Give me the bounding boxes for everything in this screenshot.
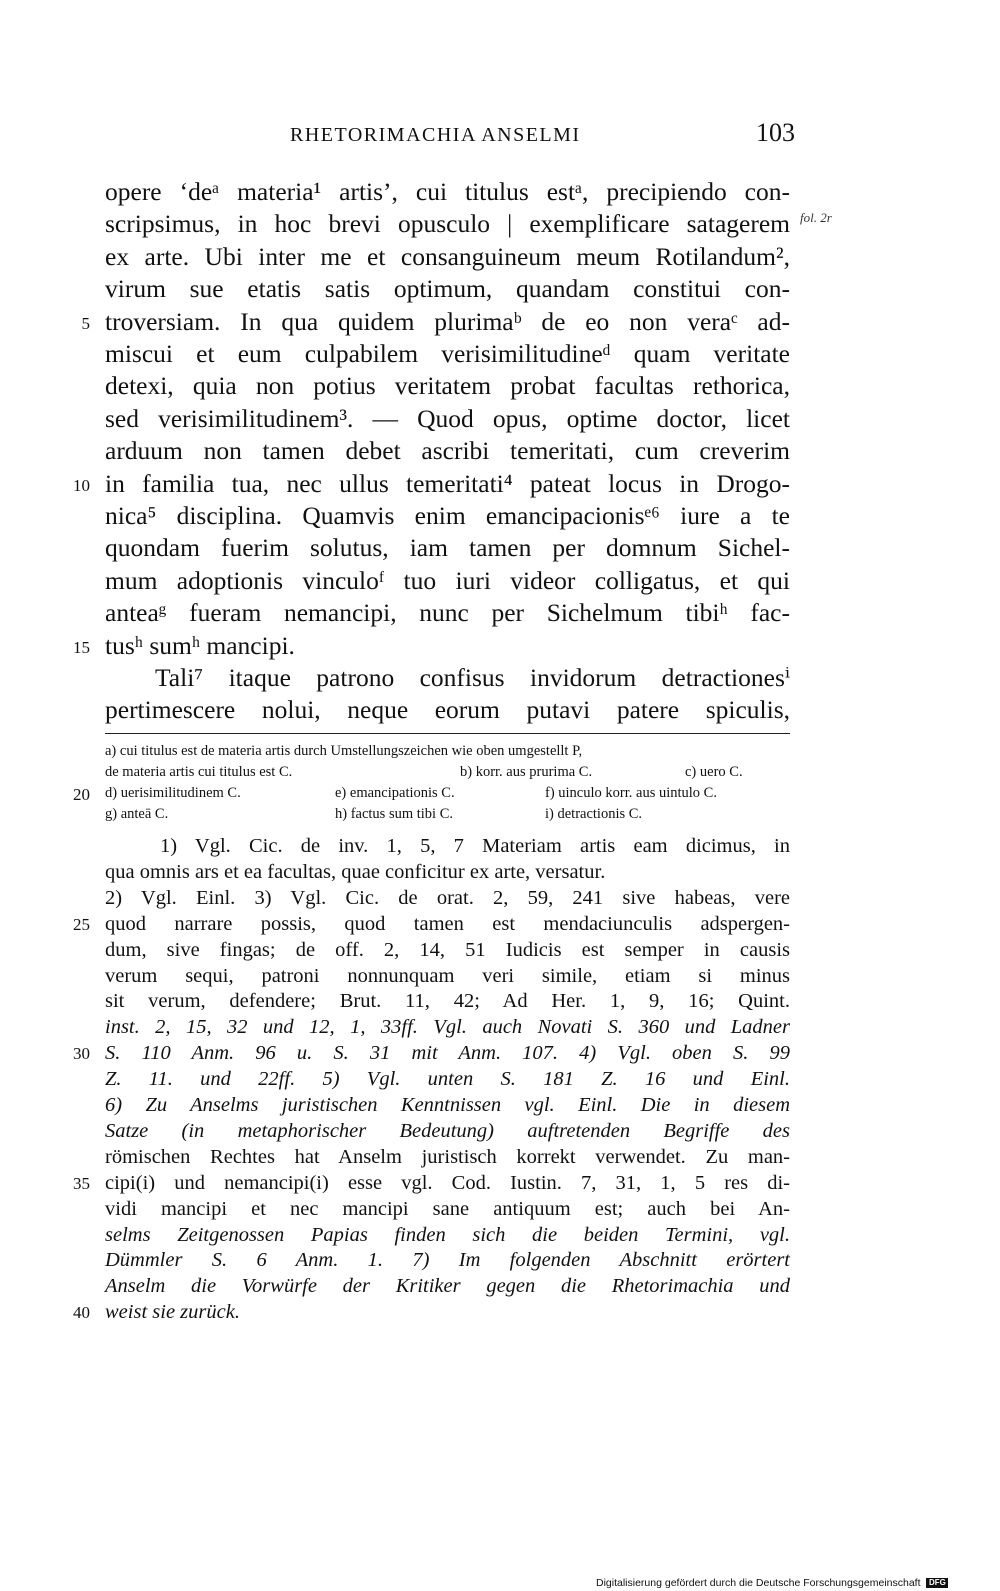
note-line: cipi(i) und nemancipi(i) esse vgl. Cod. Iustin. 7, 31, 1, 5 res di- (105, 1171, 790, 1194)
main-text-line: scripsimus, in hoc brevi opusculo | exemplificare satagerem (105, 209, 790, 239)
apparatus-entry: e) emancipationis C. (335, 785, 455, 801)
note-line: verum sequi, patroni nonnunquam veri simile, etiam si minus (105, 964, 790, 987)
footnote-divider (105, 733, 790, 734)
main-text-line: sed verisimilitudinem³. — Quod opus, optime doctor, licet (105, 403, 790, 433)
note-line: 2) Vgl. Einl. 3) Vgl. Cic. de orat. 2, 59, 241 sive habeas, vere (105, 886, 790, 909)
page-number: 103 (756, 118, 795, 147)
note-line: S. 110 Anm. 96 u. S. 31 mit Anm. 107. 4) Vgl. oben S. 99 (105, 1042, 790, 1065)
note-line: Dümmler S. 6 Anm. 1. 7) Im folgenden Abschnitt erörtert (105, 1249, 790, 1272)
main-text-line: miscui et eum culpabilem verisimilitudineᵈ quam veritate (105, 339, 790, 368)
dfg-logo: DFG (926, 1578, 948, 1588)
apparatus-entry: i) detractionis C. (545, 806, 643, 822)
digitization-footer (596, 1577, 948, 1589)
main-text-line: detexi, quia non potius veritatem probat facultas rethorica, (105, 371, 790, 401)
apparatus-entry: de materia artis cui titulus est C. (105, 764, 293, 780)
main-text-line: arduum non tamen debet ascribi temeritati, cum creverim (105, 436, 790, 466)
line-number: 5 (81, 313, 90, 333)
note-line: weist sie zurück. (105, 1301, 240, 1324)
main-text-line: mum adoptionis vinculoᶠ tuo iuri videor colligatus, et qui (105, 565, 790, 595)
note-line: Anselm die Vorwürfe der Kritiker gegen die Rhetorimachia und (105, 1275, 790, 1298)
note-line: römischen Rechtes hat Anselm juristisch korrekt verwendet. Zu man- (105, 1145, 790, 1168)
line-number: 30 (73, 1044, 90, 1064)
apparatus-entry: a) cui titulus est de materia artis durch Umstellungszeichen wie oben umgestellt P, (105, 743, 583, 759)
note-line: selms Zeitgenossen Papias finden sich die beiden Termini, vgl. (105, 1223, 790, 1246)
line-number: 20 (73, 785, 90, 804)
note-line: Z. 11. und 22ff. 5) Vgl. unten S. 181 Z. 16 und Einl. (105, 1068, 790, 1091)
apparatus-entry: f) uinculo korr. aus uintulo C. (545, 785, 717, 801)
main-text-line: anteaᵍ fueram nemancipi, nunc per Sichelmum tibiʰ fac- (105, 598, 790, 628)
main-text-line: Tali⁷ itaque patrono confisus invidorum detractionesⁱ (155, 663, 790, 692)
apparatus-entry: d) uerisimilitudinem C. (105, 785, 241, 801)
main-text-line: tusʰ sumʰ mancipi. (105, 630, 295, 660)
note-line: Satze (in metaphorischer Bedeutung) auftretenden Begriffe des (105, 1119, 790, 1142)
margin-folio-note: fol. 2r (800, 210, 832, 225)
apparatus-line (105, 741, 790, 762)
apparatus-entry: g) anteā C. (105, 806, 169, 822)
apparatus-line (105, 804, 790, 825)
note-line: 1) Vgl. Cic. de inv. 1, 5, 7 Materiam artis eam dicimus, in (160, 835, 790, 857)
running-header (105, 118, 795, 158)
line-number: 10 (73, 475, 90, 495)
line-number: 15 (73, 637, 90, 657)
line-number: 25 (73, 914, 90, 934)
note-line: qua omnis ars et ea facultas, quae conficitur ex arte, versatur. (105, 860, 606, 883)
note-line: 6) Zu Anselms juristischen Kenntnissen vgl. Einl. Die in diesem (105, 1094, 790, 1116)
main-text-line: nica⁵ disciplina. Quamvis enim emancipacionisᵉ⁶ iure a te (105, 501, 790, 530)
note-line: inst. 2, 15, 32 und 12, 1, 33ff. Vgl. auch Novati S. 360 und Ladner (105, 1016, 790, 1039)
main-text-line: troversiam. In qua quidem plurimaᵇ de eo non veraᶜ ad- (105, 306, 790, 336)
main-text-line: in familia tua, nec ullus temeritati⁴ pateat locus in Drogo- (105, 468, 790, 498)
apparatus-entry: b) korr. aus prurima C. (460, 764, 593, 780)
main-text-line: virum sue etatis satis optimum, quandam constitui con- (105, 274, 790, 304)
running-title: RHETORIMACHIA ANSELMI (290, 124, 581, 146)
apparatus-line (105, 762, 790, 783)
note-line: vidi mancipi et nec mancipi sane antiquum est; auch bei An- (105, 1197, 790, 1220)
main-text-line: opere ‘deᵃ materia¹ artis’, cui titulus estᵃ, precipiendo con- (105, 177, 790, 206)
apparatus-entry: c) uero C. (685, 764, 743, 780)
main-text-line: quondam fuerim solutus, iam tamen per domnum Sichel- (105, 533, 790, 563)
apparatus-entry: h) factus sum tibi C. (335, 806, 454, 822)
note-line: quod narrare possis, quod tamen est mendaciunculis adspergen- (105, 912, 790, 935)
footer-banner-text: Digitalisierung gefördert durch die Deutsche Forschungsgemeinschaft (596, 1577, 921, 1589)
note-line: dum, sive fingas; de off. 2, 14, 51 Iudicis est semper in causis (105, 938, 790, 961)
note-line: sit verum, defendere; Brut. 11, 42; Ad Her. 1, 9, 16; Quint. (105, 990, 790, 1013)
main-text-line: pertimescere nolui, neque eorum putavi patere spiculis, (105, 695, 790, 725)
line-number: 40 (73, 1303, 90, 1323)
apparatus-line (105, 783, 790, 804)
main-text-line: ex arte. Ubi inter me et consanguineum meum Rotilandum², (105, 241, 790, 271)
line-number: 35 (73, 1173, 90, 1193)
